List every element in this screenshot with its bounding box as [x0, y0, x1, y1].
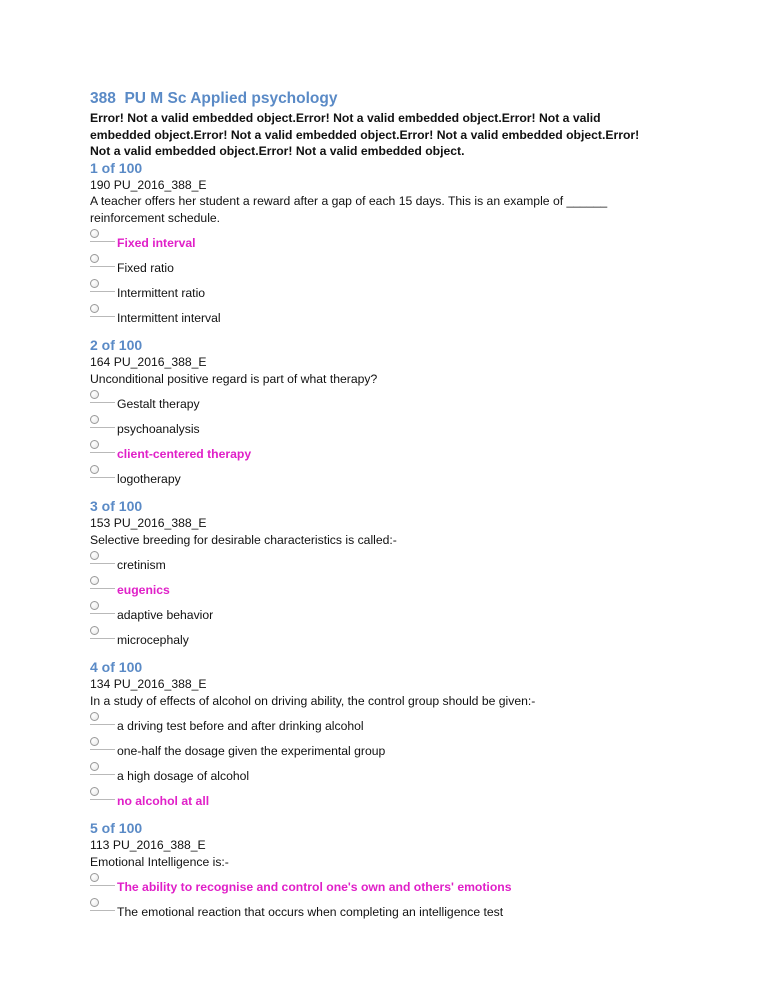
answer-option[interactable] [90, 253, 690, 278]
radio-button-icon[interactable] [90, 762, 99, 771]
radio-button-icon[interactable] [90, 551, 99, 560]
answer-label: psychoanalysis [117, 422, 200, 436]
option-underline [90, 799, 115, 800]
radio-button-icon[interactable] [90, 304, 99, 313]
answer-option[interactable] [90, 575, 690, 600]
radio-button-icon[interactable] [90, 279, 99, 288]
answer-options [90, 228, 690, 328]
option-underline [90, 316, 115, 317]
option-underline [90, 774, 115, 775]
question-number: 1 of 100 [90, 159, 143, 176]
question-list [90, 160, 690, 932]
question-block [90, 498, 690, 659]
radio-button-icon[interactable] [90, 601, 99, 610]
question-code: 113 PU_2016_388_E [90, 838, 206, 852]
question-spacer [90, 811, 690, 820]
answer-label: Fixed ratio [117, 261, 174, 275]
radio-button-icon[interactable] [90, 737, 99, 746]
question-text: Emotional Intelligence is:- [90, 854, 229, 869]
radio-button-icon[interactable] [90, 390, 99, 399]
option-underline [90, 638, 115, 639]
radio-button-icon[interactable] [90, 898, 99, 907]
question-code: 190 PU_2016_388_E [90, 177, 207, 192]
radio-button-icon[interactable] [90, 576, 99, 585]
answer-option[interactable] [90, 600, 690, 625]
question-block [90, 337, 690, 498]
radio-button-icon[interactable] [90, 626, 99, 635]
document-page [90, 88, 690, 931]
answer-option[interactable] [90, 736, 690, 761]
radio-button-icon[interactable] [90, 229, 99, 238]
question-text: Unconditional positive regard is part of what therapy? [90, 371, 378, 386]
correct-answer-label: Fixed interval [117, 236, 196, 250]
answer-label: logotherapy [117, 472, 181, 486]
radio-button-icon[interactable] [90, 873, 99, 882]
error-line: Error! Not a valid embedded object.Error! Not a valid embedded object.Error! Not a valid [90, 111, 601, 125]
answer-options [90, 389, 690, 489]
question-number: 5 of 100 [90, 820, 143, 836]
option-underline [90, 477, 115, 478]
answer-label: Intermittent interval [117, 311, 221, 325]
option-underline [90, 910, 115, 911]
correct-answer-label: The ability to recognise and control one's own and others' emotions [117, 880, 512, 894]
radio-button-icon[interactable] [90, 787, 99, 796]
answer-option[interactable] [90, 897, 690, 922]
option-underline [90, 885, 115, 886]
question-text: Selective breeding for desirable characteristics is called:- [90, 532, 397, 547]
question-number: 2 of 100 [90, 337, 143, 353]
answer-option[interactable] [90, 464, 690, 489]
option-underline [90, 749, 115, 750]
answer-label: cretinism [117, 558, 166, 572]
radio-button-icon[interactable] [90, 415, 99, 424]
question-block [90, 160, 690, 338]
answer-option[interactable] [90, 711, 690, 736]
error-line: Not a valid embedded object.Error! Not a valid embedded object. [90, 144, 465, 158]
error-message [90, 110, 690, 160]
question-spacer [90, 328, 690, 337]
answer-option[interactable] [90, 439, 690, 464]
question-spacer [90, 489, 690, 498]
answer-label: The emotional reaction that occurs when completing an intelligence test [117, 905, 504, 919]
question-code: 153 PU_2016_388_E [90, 516, 207, 530]
answer-label: Intermittent ratio [117, 286, 206, 300]
question-number: 3 of 100 [90, 498, 143, 514]
correct-answer-label: eugenics [117, 583, 170, 597]
option-underline [90, 613, 115, 614]
question-text: reinforcement schedule. [90, 210, 221, 225]
question-block [90, 820, 690, 931]
error-line: embedded object.Error! Not a valid embedded object.Error! Not a valid embedded object.Error! [90, 127, 640, 142]
answer-option[interactable] [90, 389, 690, 414]
answer-option[interactable] [90, 550, 690, 575]
answer-label: adaptive behavior [117, 608, 214, 622]
answer-label: a driving test before and after drinking alcohol [117, 719, 364, 733]
answer-option[interactable] [90, 414, 690, 439]
answer-option[interactable] [90, 228, 690, 253]
correct-answer-label: no alcohol at all [117, 794, 210, 808]
question-code: 164 PU_2016_388_E [90, 355, 207, 369]
option-underline [90, 452, 115, 453]
option-underline [90, 291, 115, 292]
option-underline [90, 402, 115, 403]
question-block [90, 659, 690, 820]
option-underline [90, 724, 115, 725]
answer-option[interactable] [90, 761, 690, 786]
answer-option[interactable] [90, 278, 690, 303]
answer-options [90, 711, 690, 811]
radio-button-icon[interactable] [90, 465, 99, 474]
answer-label: a high dosage of alcohol [117, 769, 250, 783]
radio-button-icon[interactable] [90, 712, 99, 721]
answer-label: one-half the dosage given the experimental group [117, 744, 386, 758]
option-underline [90, 241, 115, 242]
question-text: A teacher offers her student a reward after a gap of each 15 days. This is an example of ______ [90, 194, 608, 208]
option-underline [90, 266, 115, 267]
option-underline [90, 563, 115, 564]
radio-button-icon[interactable] [90, 254, 99, 263]
answer-option[interactable] [90, 872, 690, 897]
answer-option[interactable] [90, 303, 690, 328]
question-spacer [90, 922, 690, 931]
question-text: In a study of effects of alcohol on driving ability, the control group should be given:- [90, 693, 536, 708]
answer-option[interactable] [90, 625, 690, 650]
answer-options [90, 550, 690, 650]
question-code: 134 PU_2016_388_E [90, 677, 207, 691]
answer-label: microcephaly [117, 633, 189, 647]
answer-option[interactable] [90, 786, 690, 811]
option-underline [90, 588, 115, 589]
question-number: 4 of 100 [90, 659, 143, 675]
option-underline [90, 427, 115, 428]
correct-answer-label: client-centered therapy [117, 447, 252, 461]
document-title: 388 PU M Sc Applied psychology [90, 90, 338, 107]
answer-options [90, 872, 690, 922]
question-spacer [90, 650, 690, 659]
radio-button-icon[interactable] [90, 440, 99, 449]
answer-label: Gestalt therapy [117, 397, 200, 411]
